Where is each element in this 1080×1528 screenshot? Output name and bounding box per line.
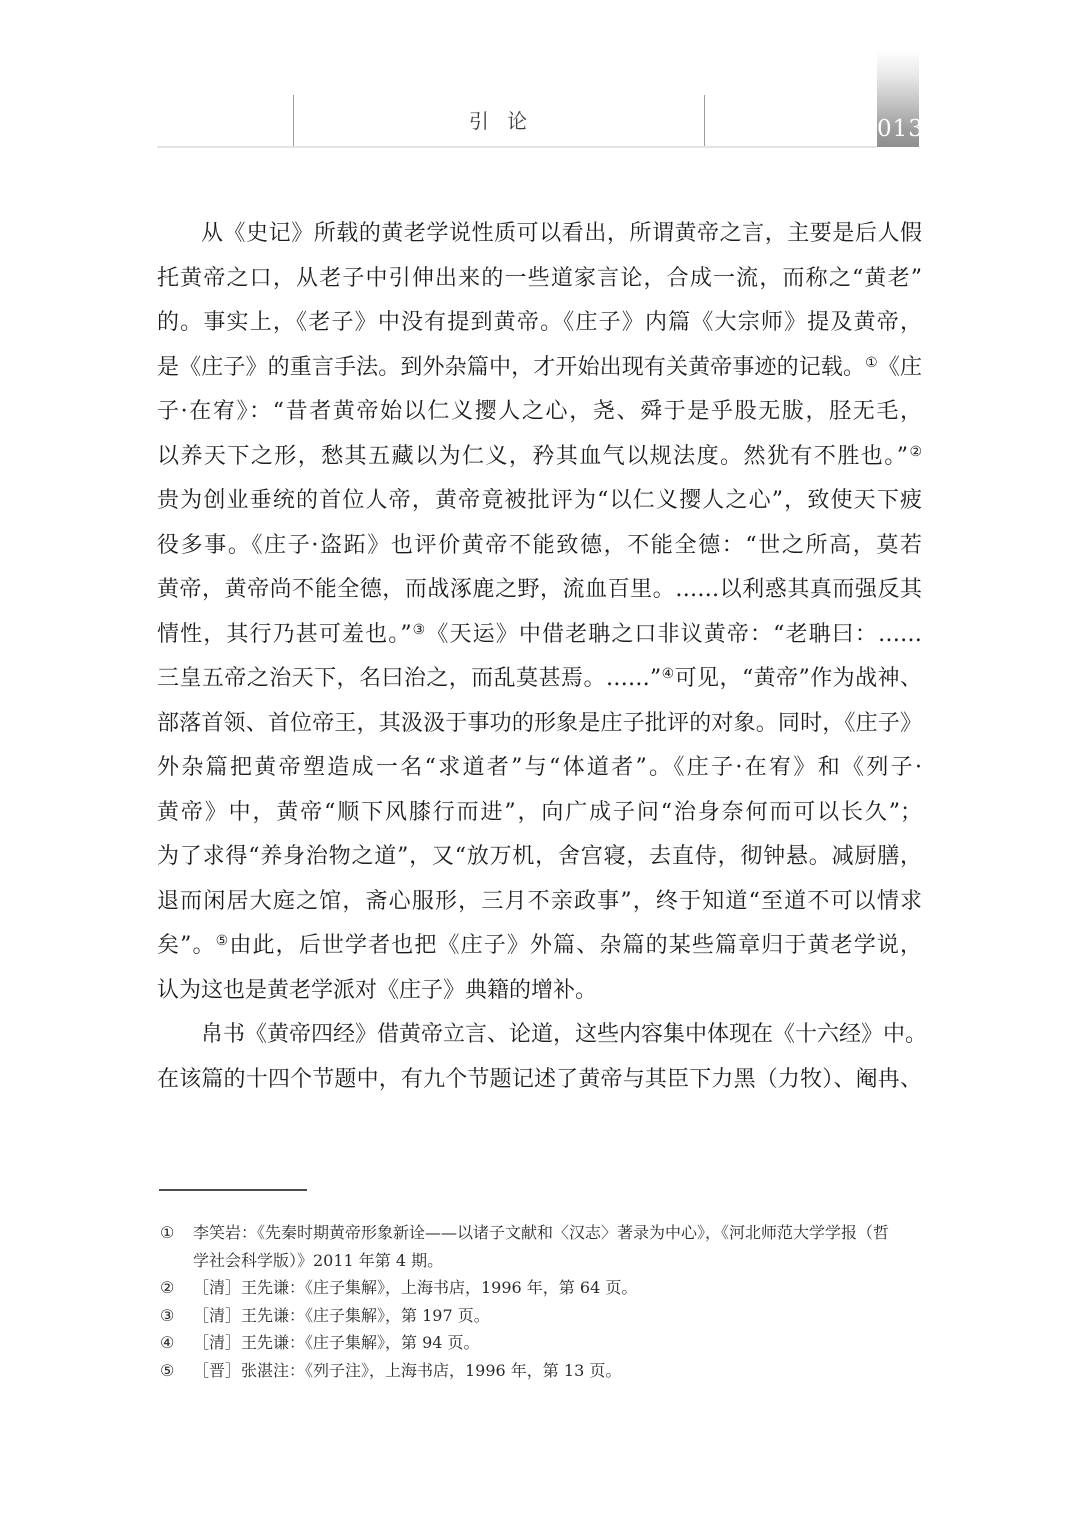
body-line: 贵为创业垂统的首位人帝，黄帝竟被批评为“以仁义撄人之心”，致使天下疲 xyxy=(157,488,922,513)
footnote-item xyxy=(157,1357,923,1385)
footnote-text xyxy=(193,1219,923,1274)
chapter-title: 引 论 xyxy=(468,109,529,133)
footnote-number: ① xyxy=(160,1223,175,1242)
footnote-ref: ④ xyxy=(661,666,675,682)
body-line: 认为这也是黄老学派对《庄子》典籍的增补。 xyxy=(157,977,598,1003)
footnote-line: 学社会科学版）》2011 年第 4 期。 xyxy=(193,1250,444,1270)
paragraph xyxy=(157,212,922,1013)
footnote-ref: ③ xyxy=(411,621,427,638)
body-line: 役多事。《庄子·盗跖》也评价黄帝不能致德，不能全德：“世之所高，莫若 xyxy=(157,532,922,558)
body-line: 从《史记》所载的黄老学说性质可以看出，所谓黄帝之言，主要是后人假 xyxy=(201,221,922,246)
footnote-text xyxy=(193,1274,923,1302)
footnote-text xyxy=(193,1302,923,1330)
body-line: 以养天下之形，愁其五藏以为仁义，矜其血气以规法度。然犹有不胜也。”② xyxy=(157,443,922,469)
footnote-line: ［清］王先谦：《庄子集解》，第 94 页。 xyxy=(193,1333,480,1352)
paragraph xyxy=(157,1013,928,1102)
footnote-number: ② xyxy=(160,1278,175,1297)
footnote-line: ［清］王先谦：《庄子集解》，上海书店，1996 年，第 64 页。 xyxy=(193,1278,638,1297)
page-number: 013 xyxy=(877,116,924,142)
footnote-line: ［清］王先谦：《庄子集解》，第 197 页。 xyxy=(193,1305,490,1325)
body-line: 子·在宥》：“昔者黄帝始以仁义撄人之心，尧、舜于是乎股无胈，胫无毛， xyxy=(157,399,922,424)
body-line: 在该篇的十四个节题中，有九个节题记述了黄帝与其臣下力黑（力牧）、阉冉、 xyxy=(157,1066,922,1092)
footnote-text xyxy=(193,1329,923,1357)
body-line: 黄帝，黄帝尚不能全德，而战涿鹿之野，流血百里。……以利惑其真而强反其 xyxy=(157,577,922,602)
footnote-item xyxy=(157,1302,923,1330)
footnote-divider xyxy=(159,1189,307,1191)
footnotes xyxy=(157,1189,923,1384)
body-line: 帛书《黄帝四经》借黄帝立言、论道，这些内容集中体现在《十六经》中。 xyxy=(201,1022,928,1047)
footnote-number: ④ xyxy=(160,1333,175,1352)
body-line: 是《庄子》的重言手法。到外杂篇中，才开始出现有关黄帝事迹的记载。①《庄 xyxy=(157,354,922,380)
body-line: 情性，其行乃甚可羞也。”③《天运》中借老聃之口非议黄帝：“老聃曰：…… xyxy=(157,621,922,647)
footnote-item xyxy=(157,1274,923,1302)
footnote-line: 李笑岩：《先秦时期黄帝形象新诠——以诸子文献和〈汉志〉著录为中心》，《河北师范大学学报（哲 xyxy=(193,1223,890,1242)
body-line: 为了求得“养身治物之道”，又“放万机，舍宫寝，去直侍，彻钟悬。减厨膳， xyxy=(157,844,922,869)
footnote-item xyxy=(157,1219,923,1274)
footnote-list xyxy=(157,1219,923,1384)
body-line: 矣”。⑤由此，后世学者也把《庄子》外篇、杂篇的某些篇章归于黄老学说， xyxy=(157,933,922,958)
footnote-number: ⑤ xyxy=(160,1360,175,1380)
body-text xyxy=(157,212,928,1102)
header-tick-right xyxy=(704,95,705,147)
page-number-box xyxy=(877,52,924,147)
footnote-item xyxy=(157,1329,923,1357)
header-rule xyxy=(157,146,877,148)
footnote-ref: ① xyxy=(865,354,878,371)
body-line: 外杂篇把黄帝塑造成一名“求道者”与“体道者”。《庄子·在宥》和《列子· xyxy=(157,755,922,780)
footnote-line: ［晋］张湛注：《列子注》，上海书店，1996 年，第 13 页。 xyxy=(193,1360,622,1380)
body-line: 托黄帝之口，从老子中引伸出来的一些道家言论，合成一流，而称之“黄老” xyxy=(157,265,922,291)
body-line: 部落首领、首位帝王，其汲汲于事功的形象是庄子批评的对象。同时，《庄子》 xyxy=(157,710,922,736)
footnote-number: ③ xyxy=(160,1305,175,1325)
footnote-ref: ⑤ xyxy=(215,933,230,949)
footnote-ref: ② xyxy=(907,443,922,460)
footnote-text xyxy=(193,1357,923,1385)
body-line: 的。事实上，《老子》中没有提到黄帝。《庄子》内篇《大宗师》提及黄帝， xyxy=(157,310,922,335)
body-line: 退而闲居大庭之馆，斋心服形，三月不亲政事”，终于知道“至道不可以情求 xyxy=(157,888,922,914)
body-line: 黄帝》中，黄帝“顺下风膝行而进”，向广成子问“治身奈何而可以长久”； xyxy=(157,799,922,825)
body-line: 三皇五帝之治天下，名曰治之，而乱莫甚焉。……”④可见，“黄帝”作为战神、 xyxy=(157,666,923,691)
